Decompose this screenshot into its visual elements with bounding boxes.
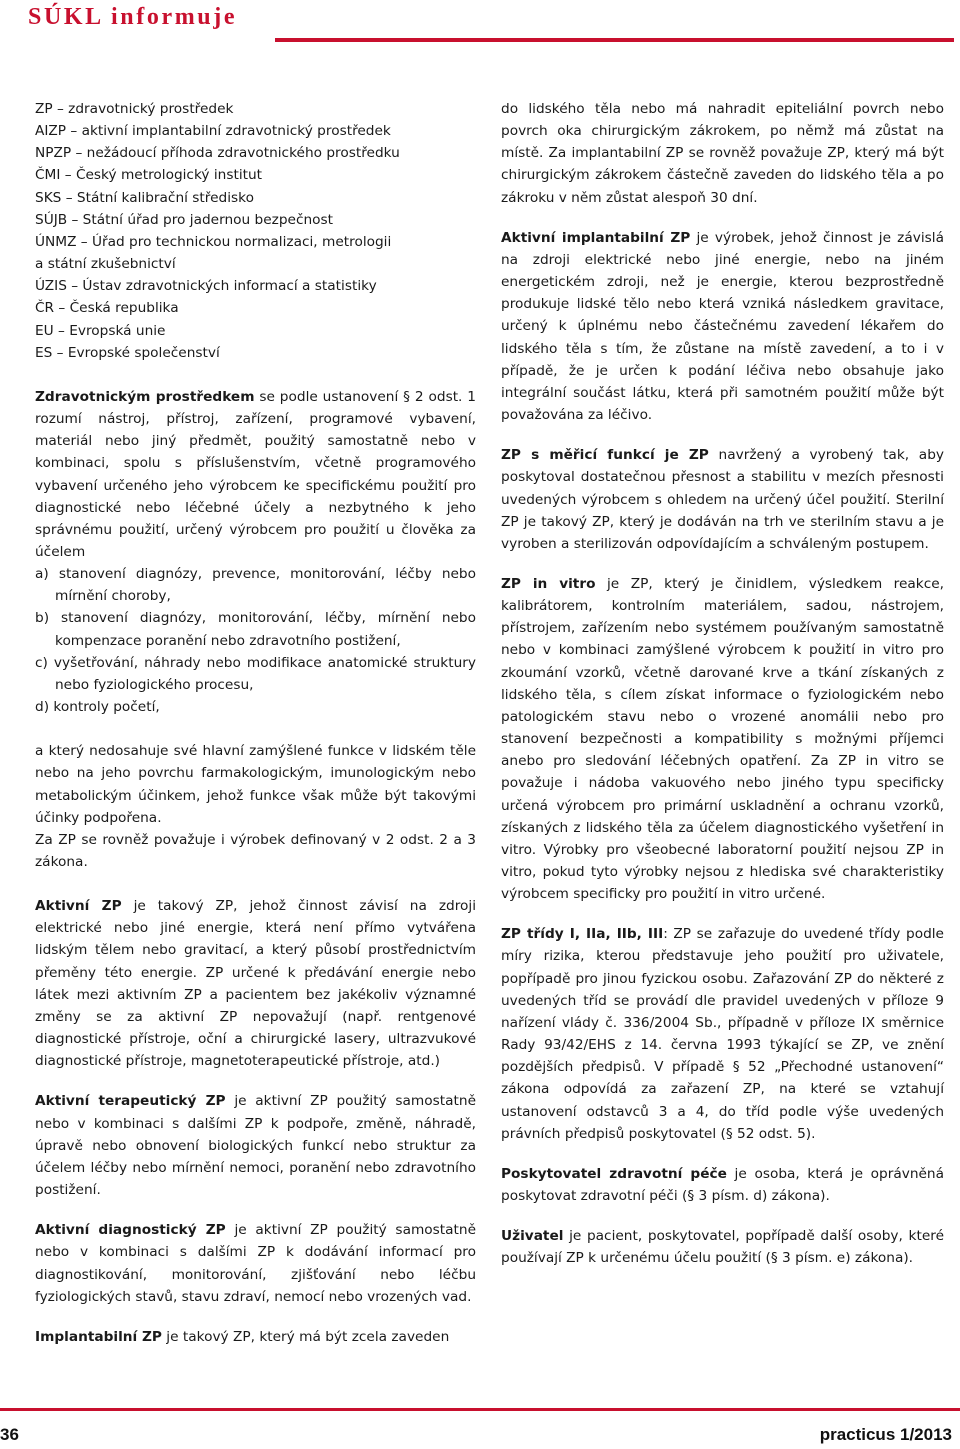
definition-term: ZP in vitro (501, 575, 596, 592)
definition-term: Uživatel (501, 1228, 564, 1245)
abbreviation-item: ES – Evropské společenství (35, 344, 220, 361)
abbreviation-item: ČMI – Český metrologický institut (35, 167, 263, 184)
definition-term: ZP s měřicí funkcí je ZP (501, 447, 709, 464)
definition-term: ZP třídy I, IIa, IIb, III (501, 926, 664, 943)
abbreviation-item: NPZP – nežádoucí příhoda zdravotnického prostředku (35, 145, 400, 162)
zp-definition-paragraph (35, 386, 476, 563)
page-number: 36 (0, 1425, 19, 1444)
definition-text: navržený a vyrobený tak, aby poskytoval dostatečnou přesnost a stabilitu v mezích přesnosti uvedených výrobcem s ohledem na určený účel použití. Sterilní ZP je takový ZP, který je dodáván na trh ve sterilním stavu a je vyroben a sterilizován odpovídajícím a schváleným postupem. (501, 447, 944, 552)
aktivni-terapeuticky-paragraph (35, 1090, 476, 1201)
abbreviation-item: ÚZIS – Ústav zdravotnických informací a statistiky (35, 278, 377, 295)
definition-term: Zdravotnickým prostředkem (35, 388, 255, 405)
abbreviation-item: ČR – Česká republika (35, 300, 179, 317)
definition-text: je aktivní ZP použitý samostatně nebo v kombinaci s dalšími ZP k dodávání informací pro diagnostikování, monitorování, zjišťování nebo léčbu fyziologických stavů, stavu zdraví, nemocí nebo vrozených vad. (35, 1222, 477, 1305)
definition-term: Aktivní diagnostický ZP (35, 1222, 226, 1239)
journal-issue: practicus 1/2013 (819, 1425, 952, 1444)
merici-funkce-paragraph (501, 444, 944, 555)
definition-term: Implantabilní ZP (35, 1328, 162, 1345)
purpose-list-item: a) stanovení diagnózy, prevence, monitorování, léčby nebo mírnění choroby, (35, 566, 476, 605)
implantabilni-paragraph (35, 1326, 476, 1348)
definition-term: Aktivní implantabilní ZP (501, 229, 691, 246)
definition-text: je aktivní ZP použitý samostatně nebo v kombinaci s dalšími ZP k podpoře, změně, náhradě, úpravě nebo obnovení biologických funkcí nebo struktur za účelem léčby nebo mírnění nemoci, poranění nebo zdravotního postižení. (35, 1093, 476, 1199)
after-list-paragraph: a který nedosahuje své hlavní zamýšlené funkce v lidském těle nebo na jeho povrchu farmakologickým, imunologickým nebo metabolickým účinkem, jehož funkce však může být takovými účinky podpořena. (35, 743, 476, 826)
aktivni-diagnosticky-paragraph (35, 1219, 476, 1308)
abbreviation-item: SÚJB – Státní úřad pro jadernou bezpečnost (35, 211, 334, 228)
definition-text: : ZP se zařazuje do uvedené třídy podle míry rizika, kterou představuje jeho použití pro uživatele, popřípadě pro jinou fyzickou osobu. Zařazování ZP do některé z uvedených tříd se provádí dle pravidel uvedených v příloze 9 nařízení vlády č. 336/2004 Sb., případně v příloze IX směrnice Rady 93/42/EHS z 14. června 1993 týkající se ZP, ve znění pozdějších předpisů. V případě § 52 „Přechodné ustanovení“ zákona odpovídá za zařazení ZP, na které se vztahují ustanovení odstavců 3 a 4, do tříd podle výše uvedených právních předpisů poskytovatel (§ 52 odst. 5). (501, 926, 944, 1142)
definition-text: je takový ZP, jehož činnost závisí na zdroji elektrické nebo jiné energie, která není přímo vytvářena lidským tělem nebo gravitací, a který působí prostřednictvím přeměny této energie. ZP určené k předávání energie nebo látek mezi aktivním ZP a pacientem bez jakékoliv významné změny se za aktivní ZP nepovažují (např. rentgenové diagnostické přístroje, oční a chirurgické lasery, ultrazvukové diagnostické přístroje, magnetoterapeutické přístroje, atd.) (35, 898, 476, 1070)
uzivatel-paragraph (501, 1225, 944, 1269)
definition-term: Aktivní terapeutický ZP (35, 1093, 226, 1110)
aktivni-implantabilni-paragraph (501, 227, 944, 426)
footer-rule (0, 1408, 960, 1411)
definition-text: je ZP, který je činidlem, výsledkem reakce, kalibrátorem, kontrolním materiálem, sadou, nástrojem, přístrojem, zařízením nebo systémem používaným samostatně nebo v kombinaci zamýšlené výrobcem k použití in vitro pro zkoumání vzorků, včetně darované krve a tkání získaných z lidského těla, s cílem získat informace o fyziologickém nebo patologickém stavu nebo o vrozené anomálii nebo pro stanovení bezpečnosti a kompatibility s možnými příjemci anebo pro sledování léčebných opatření. Za ZP in vitro se považuje i nádoba vakuového nebo jiného typu specificky určená výrobcem pro primární uskladnění a ochranu vzorků, získaných z lidského těla za účelem diagnostického vyšetření in vitro. Výrobky pro všeobecné laboratorní použití nejsou ZP in vitro, pokud tyto výrobky nejsou z hlediska své charakteristiky výrobcem specificky pro použití in vitro určené. (501, 575, 945, 903)
definition-term: Poskytovatel zdravotní péče (501, 1165, 727, 1182)
purpose-list-item: d) kontroly početí, (35, 699, 160, 716)
page-header-title: SÚKL informuje (28, 4, 238, 30)
purpose-list-item: c) vyšetřování, náhrady nebo modifikace anatomické struktury nebo fyziologického procesu, (35, 654, 476, 693)
abbreviation-item: a státní zkušebnictví (35, 256, 176, 273)
aktivni-zp-paragraph (35, 895, 476, 1072)
abbreviation-item: EU – Evropská unie (35, 322, 166, 339)
abbreviation-item: ÚNMZ – Úřad pro technickou normalizaci, metrologii (35, 233, 392, 250)
definition-term: Aktivní ZP (35, 898, 122, 915)
purpose-list (35, 563, 476, 718)
right-column (501, 98, 944, 1270)
header-rule (275, 38, 954, 42)
zp-tridy-paragraph (501, 923, 944, 1145)
definition-text: je osoba, která je oprávněná poskytovat zdravotní péči (§ 3 písm. d) zákona). (501, 1165, 944, 1205)
zp-in-vitro-paragraph (501, 573, 944, 905)
abbreviation-list (35, 98, 476, 364)
definition-text: se podle ustanovení § 2 odst. 1 rozumí nástroj, přístroj, zařízení, programové vybavení, materiál nebo jiný předmět, použitý samostatně nebo v kombinaci, spolu s příslušenstvím, včetně programového vybavení určeného jeho výrobcem ke specifickému použití pro diagnostické nebo léčebné účely a nezbytného k jeho správnému použití, určený výrobcem pro použití u člověka za účelem (35, 388, 477, 560)
definition-text: je takový ZP, který má být zcela zaveden (161, 1328, 450, 1345)
purpose-list-item: b) stanovení diagnózy, monitorování, léčby, mírnění nebo kompenzace poranění nebo zdravotního postižení, (35, 610, 476, 649)
left-column (35, 98, 476, 1348)
implantabilni-continuation-paragraph: do lidského těla nebo má nahradit epiteliální povrch nebo povrch oka chirurgickým zákrokem, po němž má zůstat na místě. Za implantabilní ZP se rovněž považuje ZP, který má být chirurgickým zákrokem částečně zaveden do lidského těla a po zákroku v něm zůstat alespoň 30 dní. (501, 101, 944, 206)
abbreviation-item: AIZP – aktivní implantabilní zdravotnický prostředek (35, 123, 391, 140)
poskytovatel-paragraph (501, 1163, 944, 1207)
abbreviation-item: SKS – Státní kalibrační středisko (35, 189, 254, 206)
also-paragraph: Za ZP se rovněž považuje i výrobek definovaný v 2 odst. 2 a 3 zákona. (35, 831, 476, 870)
definition-text: je pacient, poskytovatel, popřípadě další osoby, které používají ZP k určenému účelu použití (§ 3 písm. e) zákona). (501, 1228, 944, 1267)
definition-text: je výrobek, jehož činnost je závislá na zdroji elektrické nebo jiné energie, nebo na jiném energetickém zdroji, než je energie, kterou bezprostředně produkuje lidské tělo nebo která vzniká následkem gravitace, určený k úplnému nebo částečnému zavedení lékařem do lidského těla s tím, že zůstane na místě zavedení, a to i v případě, že je určen k podání léčiva nebo obsahuje jako integrální součást látku, která při samotném použití může být považována za léčivo. (501, 229, 944, 424)
abbreviation-item: ZP – zdravotnický prostředek (35, 101, 234, 117)
